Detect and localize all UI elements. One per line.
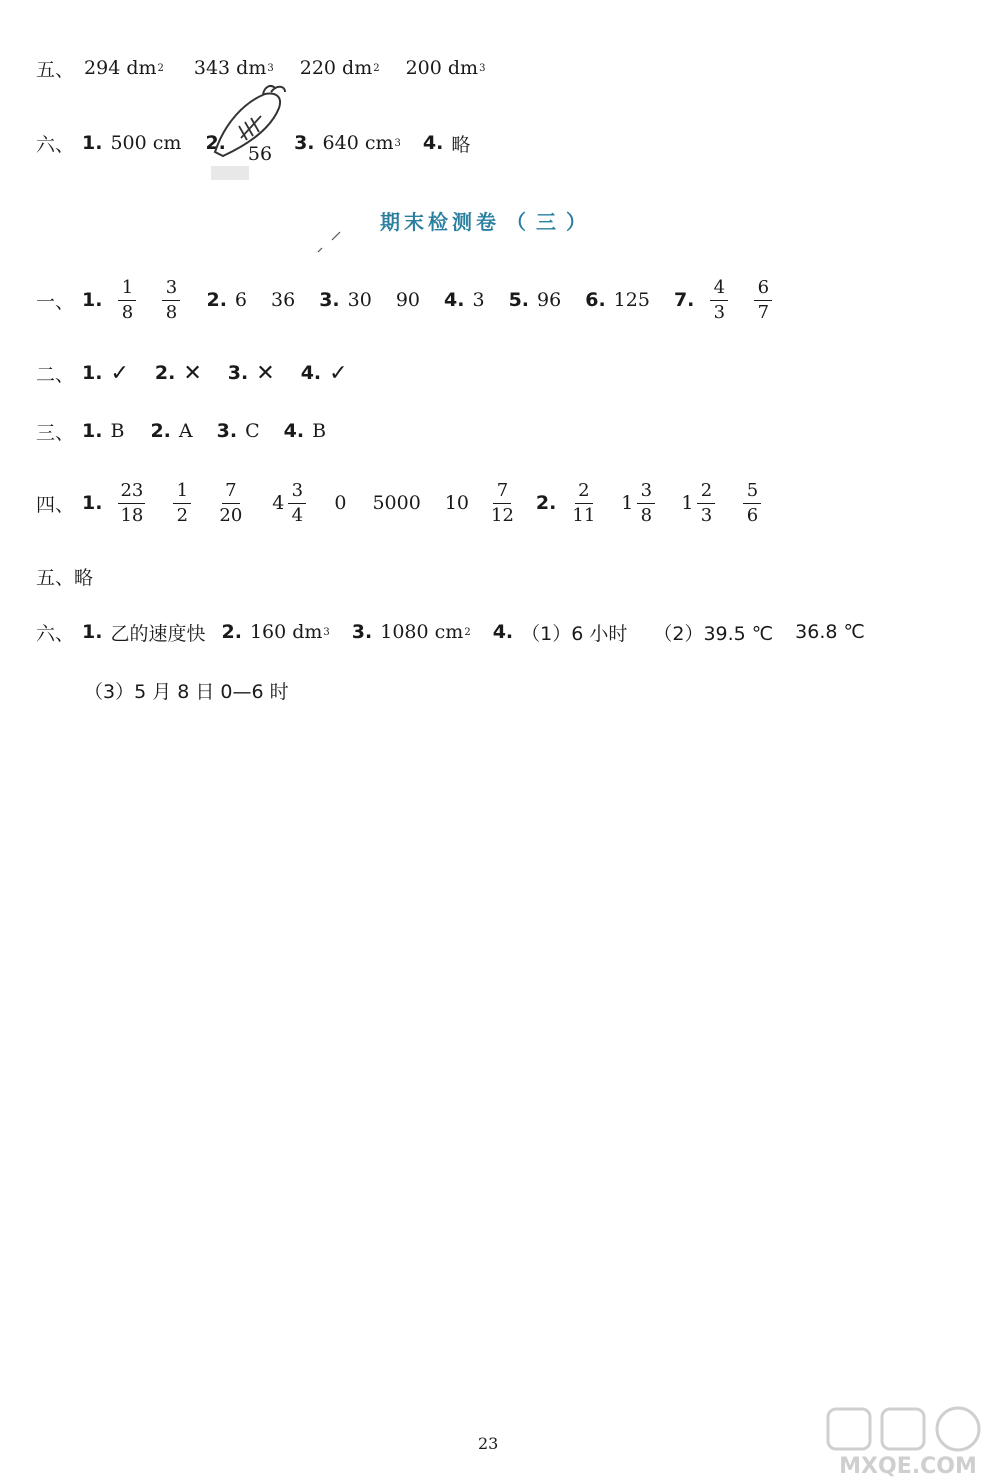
fraction: $\frac{7}{12}$ — [491, 479, 514, 526]
answer-line-6-continued — [84, 660, 289, 720]
answer: B — [312, 420, 327, 442]
section-label: 四、 — [36, 493, 75, 516]
check-mark-icon: ✓ — [110, 360, 129, 386]
answer: 640 cm 3 — [322, 132, 401, 154]
item-number: 3. — [351, 621, 373, 643]
mixed-whole: 4 — [272, 492, 285, 514]
answer: 343 dm 3 — [193, 57, 274, 79]
answer: 220 dm 2 — [299, 57, 380, 79]
answer-line-3 — [36, 401, 326, 461]
answer: 乙的速度快 — [110, 622, 206, 645]
answer: 30 — [347, 289, 372, 311]
answer: 0 — [334, 492, 347, 514]
answer: （1）6 小时 — [521, 622, 628, 645]
watermark-text: MXQE.COM — [839, 1454, 977, 1479]
item-number: 1. — [82, 132, 103, 154]
mixed-whole: 1 — [621, 492, 634, 514]
item-number: 1. — [82, 362, 103, 384]
item-number: 3. — [294, 132, 315, 154]
section-label: 三、 — [36, 421, 75, 444]
answer: （2）39.5 ℃ — [653, 622, 774, 645]
item-number: 4. — [492, 621, 514, 643]
fraction: $\frac{2}{3}$ — [697, 482, 715, 525]
answer: A — [178, 420, 193, 442]
item-number: 2. — [150, 420, 171, 442]
fraction: $\frac{23}{18}$ — [120, 479, 144, 526]
answer: 56 — [247, 143, 273, 165]
item-number: 1. — [82, 289, 103, 311]
answer: 10 — [444, 492, 470, 514]
section-label: 五、 — [36, 566, 75, 589]
answer-line-4 — [36, 473, 769, 533]
fraction: $\frac{1}{8}$ — [118, 279, 136, 322]
fraction: $\frac{3}{4}$ — [288, 482, 306, 525]
answer-line-6 — [36, 602, 865, 662]
fraction: $\frac{7}{20}$ — [219, 479, 243, 526]
item-number: 2. — [154, 362, 176, 384]
fraction: $\frac{3}{8}$ — [637, 482, 655, 525]
fraction: $\frac{4}{3}$ — [710, 279, 728, 322]
answer: 36.8 ℃ — [795, 621, 865, 643]
fraction: $\frac{6}{7}$ — [754, 279, 772, 322]
answer: 125 — [613, 289, 650, 311]
answer: 略 — [451, 133, 471, 156]
item-number: 4. — [444, 289, 465, 311]
mixed-whole: 1 — [681, 492, 694, 514]
answer: 1080 cm 2 — [380, 621, 471, 643]
answer-line-1 — [36, 270, 780, 330]
item-number: 4. — [422, 132, 444, 154]
item-number: 3. — [216, 420, 238, 442]
answer-line-5 — [36, 546, 93, 606]
answer: 6 — [234, 289, 248, 311]
answer: 200 dm 3 — [405, 57, 486, 79]
item-number: 3. — [227, 362, 249, 384]
answer: 500 cm — [110, 132, 182, 154]
check-mark-icon: ✓ — [329, 360, 348, 386]
pen-stroke-mark-icon — [314, 228, 344, 258]
item-number: 6. — [585, 289, 606, 311]
answer: 96 — [537, 289, 562, 311]
handwritten-doodle-icon — [205, 82, 295, 182]
item-number: 2. — [206, 289, 227, 311]
item-number: 2. — [205, 132, 226, 154]
section-label: 六、 — [36, 133, 75, 156]
answer: （3）5 月 8 日 0—6 时 — [84, 680, 289, 703]
watermark-logo-icon — [820, 1405, 995, 1480]
item-number: 3. — [319, 289, 340, 311]
item-number: 1. — [82, 420, 103, 442]
section-label: 二、 — [36, 363, 75, 386]
item-number: 5. — [508, 289, 530, 311]
cross-mark-icon: ✕ — [183, 360, 202, 386]
item-number: 4. — [283, 420, 305, 442]
section-title — [380, 206, 596, 235]
item-number: 7. — [673, 289, 695, 311]
answer: C — [245, 420, 260, 442]
answer: 略 — [74, 566, 94, 589]
item-number: 2. — [535, 492, 557, 514]
cross-mark-icon: ✕ — [256, 360, 275, 386]
answer: 3 — [472, 289, 485, 311]
fraction: $\frac{5}{6}$ — [743, 482, 761, 525]
answer: 160 dm 3 — [249, 621, 330, 643]
answer: B — [110, 420, 125, 442]
fraction: $\frac{2}{11}$ — [572, 479, 596, 526]
section-title-number: （三） — [506, 210, 596, 234]
section-label: 六、 — [36, 622, 75, 645]
item-number: 1. — [82, 492, 103, 514]
section-title-main: 期末检测卷 — [380, 210, 500, 234]
answer: 294 dm 2 — [84, 57, 164, 79]
answer-line-2 — [36, 343, 348, 403]
fraction: $\frac{3}{8}$ — [162, 279, 180, 322]
page-number: 23 — [478, 1434, 499, 1453]
item-number: 2. — [221, 621, 242, 643]
item-number: 4. — [300, 362, 322, 384]
section-label: 五、 — [36, 58, 75, 81]
answer: 36 — [271, 289, 296, 311]
section-label: 一、 — [36, 290, 75, 313]
fraction: $\frac{1}{2}$ — [173, 482, 191, 525]
answer: 90 — [395, 289, 421, 311]
item-number: 1. — [82, 621, 103, 643]
answer: 5000 — [372, 492, 421, 514]
